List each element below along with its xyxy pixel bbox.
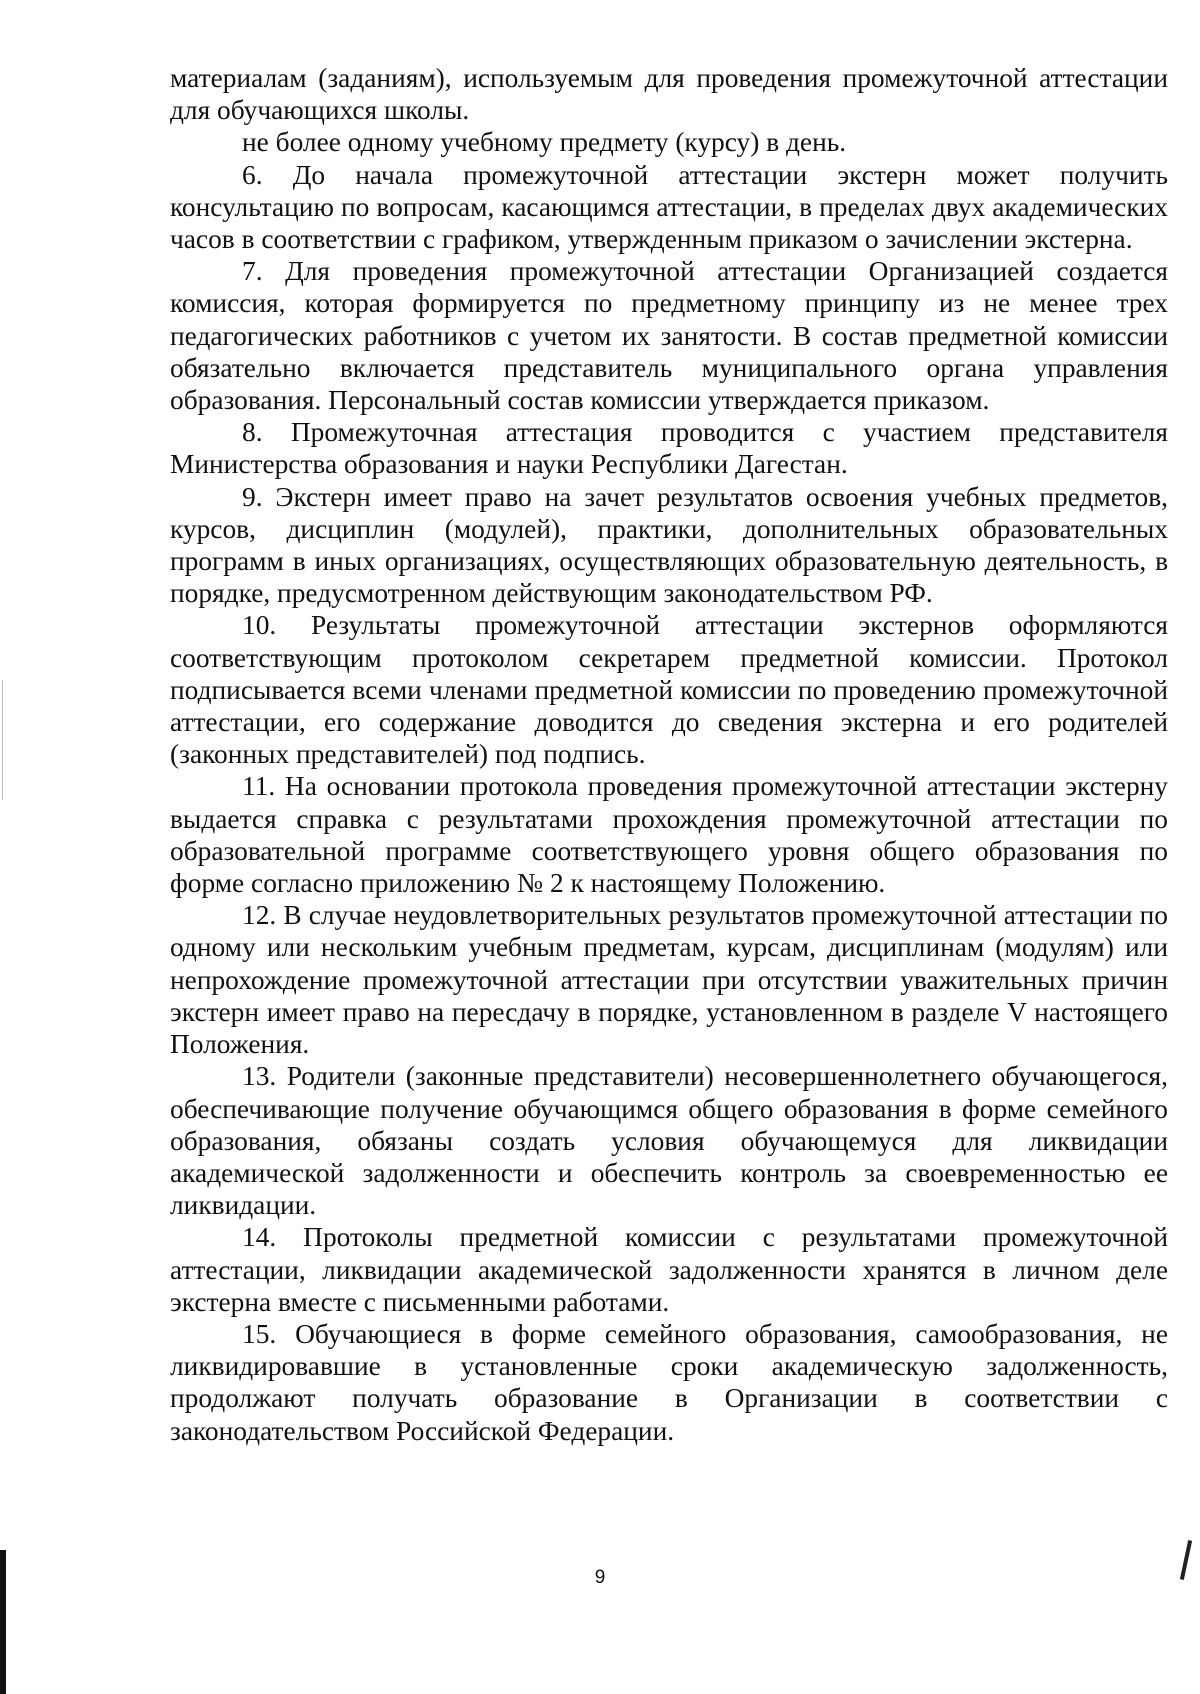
paragraph-item-9: 9. Экстерн имеет право на зачет результатов освоения учебных предметов, курсов, дисциплин (модулей), практики, дополнительных образовательных программ в иных организациях, осуществляющих образовательную деятельность, в порядке, предусмотренном действующим законодательством РФ. [170, 481, 1168, 609]
scan-artifact-left [2, 680, 3, 800]
paragraph-item-6: 6. До начала промежуточной аттестации экстерн может получить консультацию по вопросам, касающимся аттестации, в пределах двух академических часов в соответствии с графиком, утвержденным приказом о зачислении экстерна. [170, 159, 1168, 255]
page-number: 9 [594, 1567, 606, 1588]
document-body [170, 62, 1168, 1447]
paragraph-schedule-limit: не более одному учебному предмету (курсу) в день. [242, 127, 847, 158]
paragraph-item-11: 11. На основании протокола проведения промежуточной аттестации экстерну выдается справка с результатами прохождения промежуточной аттестации по образовательной программе соответствующего уровня общего образования по форме согласно приложению № 2 к настоящему Положению. [170, 771, 1168, 899]
paragraph-item-7: 7. Для проведения промежуточной аттестации Организацией создается комиссия, которая формируется по предметному принципу из не менее трех педагогических работников с учетом их занятости. В состав предметной комиссии обязательно включается представитель муниципального органа управления образования. Персональный состав комиссии утверждается приказом. [170, 256, 1168, 416]
paragraph-item-12: 12. В случае неудовлетворительных результатов промежуточной аттестации по одному или нескольким учебным предметам, курсам, дисциплинам (модулям) или непрохождение промежуточной аттестации при отсутствии уважительных причин экстерн имеет право на пересдачу в порядке, установленном в разделе V настоящего Положения. [170, 900, 1168, 1060]
paragraph-item-8: 8. Промежуточная аттестация проводится с участием представителя Министерства образования и науки Республики Дагестан. [170, 417, 1168, 480]
paragraph-item-10: 10. Результаты промежуточной аттестации экстернов оформляются соответствующим протоколом секретарем предметной комиссии. Протокол подписывается всеми членами предметной комиссии по проведению промежуточной аттестации, его содержание доводится до сведения экстерна и его родителей (законных представителей) под подпись. [170, 610, 1168, 770]
paragraph-item-14: 14. Протоколы предметной комиссии с результатами промежуточной аттестации, ликвидации академической задолженности хранятся в личном деле экстерна вместе с письменными работами. [170, 1222, 1168, 1317]
paragraph-item-13: 13. Родители (законные представители) несовершеннолетнего обучающегося, обеспечивающие получение обучающимся общего образования в форме семейного образования, обязаны создать условия обучающемуся для ликвидации академической задолженности и обеспечить контроль за своевременностью ее ликвидации. [170, 1061, 1168, 1221]
paragraph-item-15: 15. Обучающиеся в форме семейного образования, самообразования, не ликвидировавшие в установленные сроки академическую задолженность, продолжают получать образование в Организации в соответствии с законодательством Российской Федерации. [170, 1318, 1168, 1446]
paragraph-continuation: материалам (заданиям), используемым для проведения промежуточной аттестации для обучающихся школы. [170, 63, 1168, 126]
